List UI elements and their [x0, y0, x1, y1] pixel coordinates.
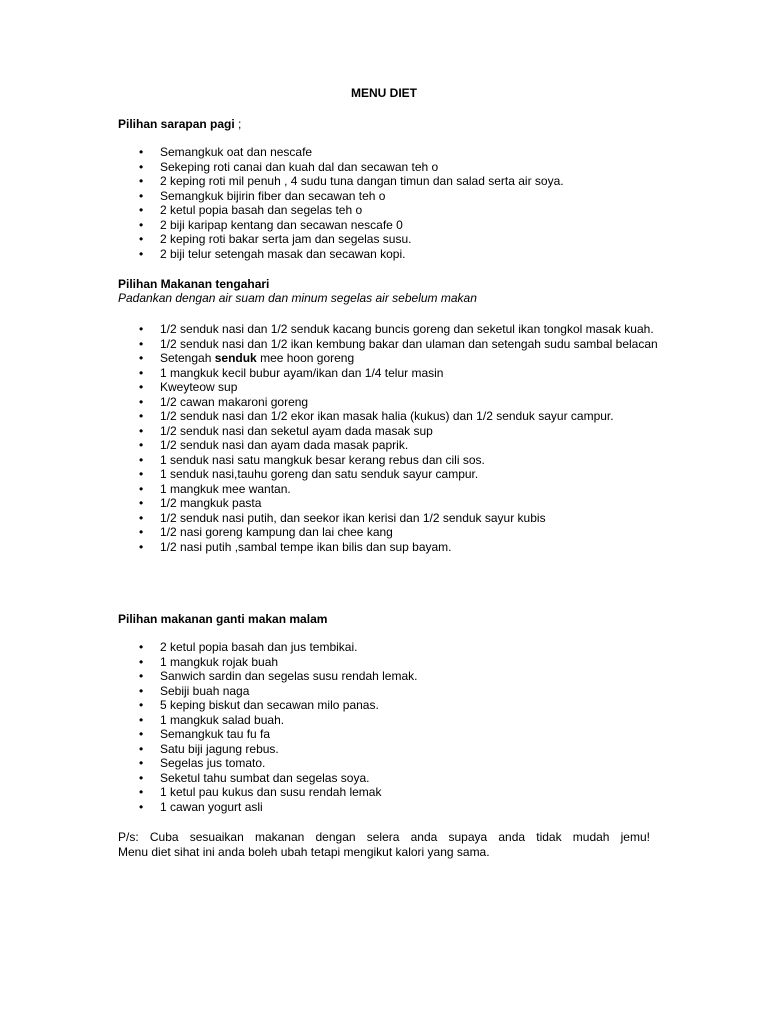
list-item-text: 2 keping roti bakar serta jam dan segelas susu.	[160, 232, 412, 246]
list-item	[0, 655, 680, 670]
breakfast-list	[0, 145, 680, 261]
list-item-text: 2 biji telur setengah masak dan secawan kopi.	[160, 246, 406, 261]
lunch-list	[0, 322, 680, 554]
list-item-text: 1 ketul pau kukus dan susu rendah lemak	[160, 785, 382, 799]
list-item	[0, 640, 680, 655]
list-item-text: Segelas jus tomato.	[160, 756, 266, 770]
list-item-text: 2 biji karipap kentang dan secawan nescafe 0	[160, 217, 403, 232]
list-item-text: Kweyteow sup	[160, 380, 238, 394]
list-item	[0, 742, 680, 757]
list-item-text: 1 senduk nasi satu mangkuk besar kerang rebus dan cili sos.	[160, 452, 485, 467]
list-item-text: 1/2 nasi putih ,sambal tempe ikan bilis dan sup bayam.	[160, 539, 452, 554]
list-item-text: Semangkuk oat dan nescafe	[160, 145, 313, 159]
list-item-text: 1/2 senduk nasi dan 1/2 ikan kembung bakar dan ulaman dan setengah sudu sambal belacan	[160, 336, 658, 351]
list-item	[0, 669, 680, 684]
list-item	[0, 409, 680, 424]
dinner-list	[0, 640, 680, 814]
list-item	[0, 713, 680, 728]
list-item-text: 5 keping biskut dan secawan milo panas.	[160, 698, 379, 712]
list-item-text: 1/2 mangkuk pasta	[160, 496, 262, 510]
list-item	[0, 351, 680, 366]
lunch-heading-text: Pilihan Makanan tengahari	[118, 277, 270, 291]
list-item-text: 1/2 cawan makaroni goreng	[160, 394, 309, 409]
dinner-heading-text: Pilihan makanan ganti makan malam	[118, 612, 328, 626]
list-item	[0, 785, 680, 800]
list-item	[0, 247, 680, 262]
list-item	[0, 511, 680, 526]
dinner-heading	[118, 612, 327, 626]
list-item	[0, 218, 680, 233]
list-item-text: Sekeping roti canai dan kuah dal dan secawan teh o	[160, 159, 439, 174]
list-item	[0, 771, 680, 786]
list-item-text: 1 mangkuk mee wantan.	[160, 481, 291, 496]
list-item	[0, 467, 680, 482]
list-item	[0, 496, 680, 511]
list-item-text: 1/2 senduk nasi dan 1/2 ekor ikan masak halia (kukus) dan 1/2 senduk sayur campur.	[160, 409, 614, 423]
list-item	[0, 424, 680, 439]
list-item	[0, 189, 680, 204]
list-item-text-pre: Setengah	[160, 351, 215, 365]
breakfast-heading	[118, 117, 241, 131]
list-item	[0, 145, 680, 160]
list-item	[0, 438, 680, 453]
list-item-text: Satu biji jagung rebus.	[160, 741, 279, 756]
list-item	[0, 727, 680, 742]
list-item-text: 1/2 senduk nasi dan seketul ayam dada masak sup	[160, 423, 433, 438]
lunch-subtitle: Padankan dengan air suam dan minum segelas air sebelum makan	[118, 291, 477, 305]
closing-note	[118, 830, 650, 860]
list-item	[0, 684, 680, 699]
list-item-text: 1 senduk nasi,tauhu goreng dan satu senduk sayur campur.	[160, 467, 479, 481]
list-item-text: 1 mangkuk kecil bubur ayam/ikan dan 1/4 telur masin	[160, 365, 444, 380]
list-item	[0, 800, 680, 815]
breakfast-heading-suffix: ;	[234, 117, 242, 131]
list-item	[0, 756, 680, 771]
list-item-text: Semangkuk tau fu fa	[160, 727, 271, 741]
list-item	[0, 698, 680, 713]
list-item-text: 1 mangkuk rojak buah	[160, 654, 279, 669]
list-item	[0, 540, 680, 555]
list-item	[0, 160, 680, 175]
lunch-heading	[118, 277, 269, 291]
list-item	[0, 395, 680, 410]
list-item-text: 1/2 senduk nasi dan ayam dada masak paprik.	[160, 438, 409, 452]
list-item	[0, 482, 680, 497]
list-item	[0, 525, 680, 540]
page-title: MENU DIET	[351, 86, 417, 100]
list-item-text: 1/2 nasi goreng kampung dan lai chee kang	[160, 525, 393, 539]
breakfast-heading-text: Pilihan sarapan pagi	[118, 117, 235, 131]
list-item	[0, 174, 680, 189]
list-item-text: Sanwich sardin dan segelas susu rendah lemak.	[160, 669, 418, 683]
list-item-text: 2 ketul popia basah dan jus tembikai.	[160, 640, 358, 654]
list-item	[0, 203, 680, 218]
list-item-text: 1/2 senduk nasi putih, dan seekor ikan kerisi dan 1/2 senduk sayur kubis	[160, 510, 546, 525]
list-item	[0, 232, 680, 247]
list-item-text: Semangkuk bijirin fiber dan secawan teh o	[160, 188, 386, 203]
list-item-text-post: mee hoon goreng	[256, 351, 355, 365]
list-item-text: 1 mangkuk salad buah.	[160, 712, 285, 727]
list-item-text: 1 cawan yogurt asli	[160, 799, 263, 814]
closing-note-line-2: Menu diet sihat ini anda boleh ubah tetapi mengikut kalori yang sama.	[118, 845, 490, 859]
list-item	[0, 380, 680, 395]
list-item	[0, 322, 680, 337]
list-item-text: 2 keping roti mil penuh , 4 sudu tuna dangan timun dan salad serta air soya.	[160, 174, 564, 188]
list-item-text-bold: senduk	[214, 351, 257, 365]
list-item-text: Seketul tahu sumbat dan segelas soya.	[160, 770, 370, 785]
list-item	[0, 366, 680, 381]
closing-note-line-1: P/s: Cuba sesuaikan makanan dengan selera anda supaya anda tidak mudah jemu!	[118, 830, 650, 844]
list-item-text: 2 ketul popia basah dan segelas teh o	[160, 203, 363, 217]
list-item	[0, 337, 680, 352]
list-item-text: Sebiji buah naga	[160, 683, 250, 698]
list-item-text: 1/2 senduk nasi dan 1/2 senduk kacang buncis goreng dan seketul ikan tongkol masak kuah.	[160, 322, 654, 336]
list-item	[0, 453, 680, 468]
